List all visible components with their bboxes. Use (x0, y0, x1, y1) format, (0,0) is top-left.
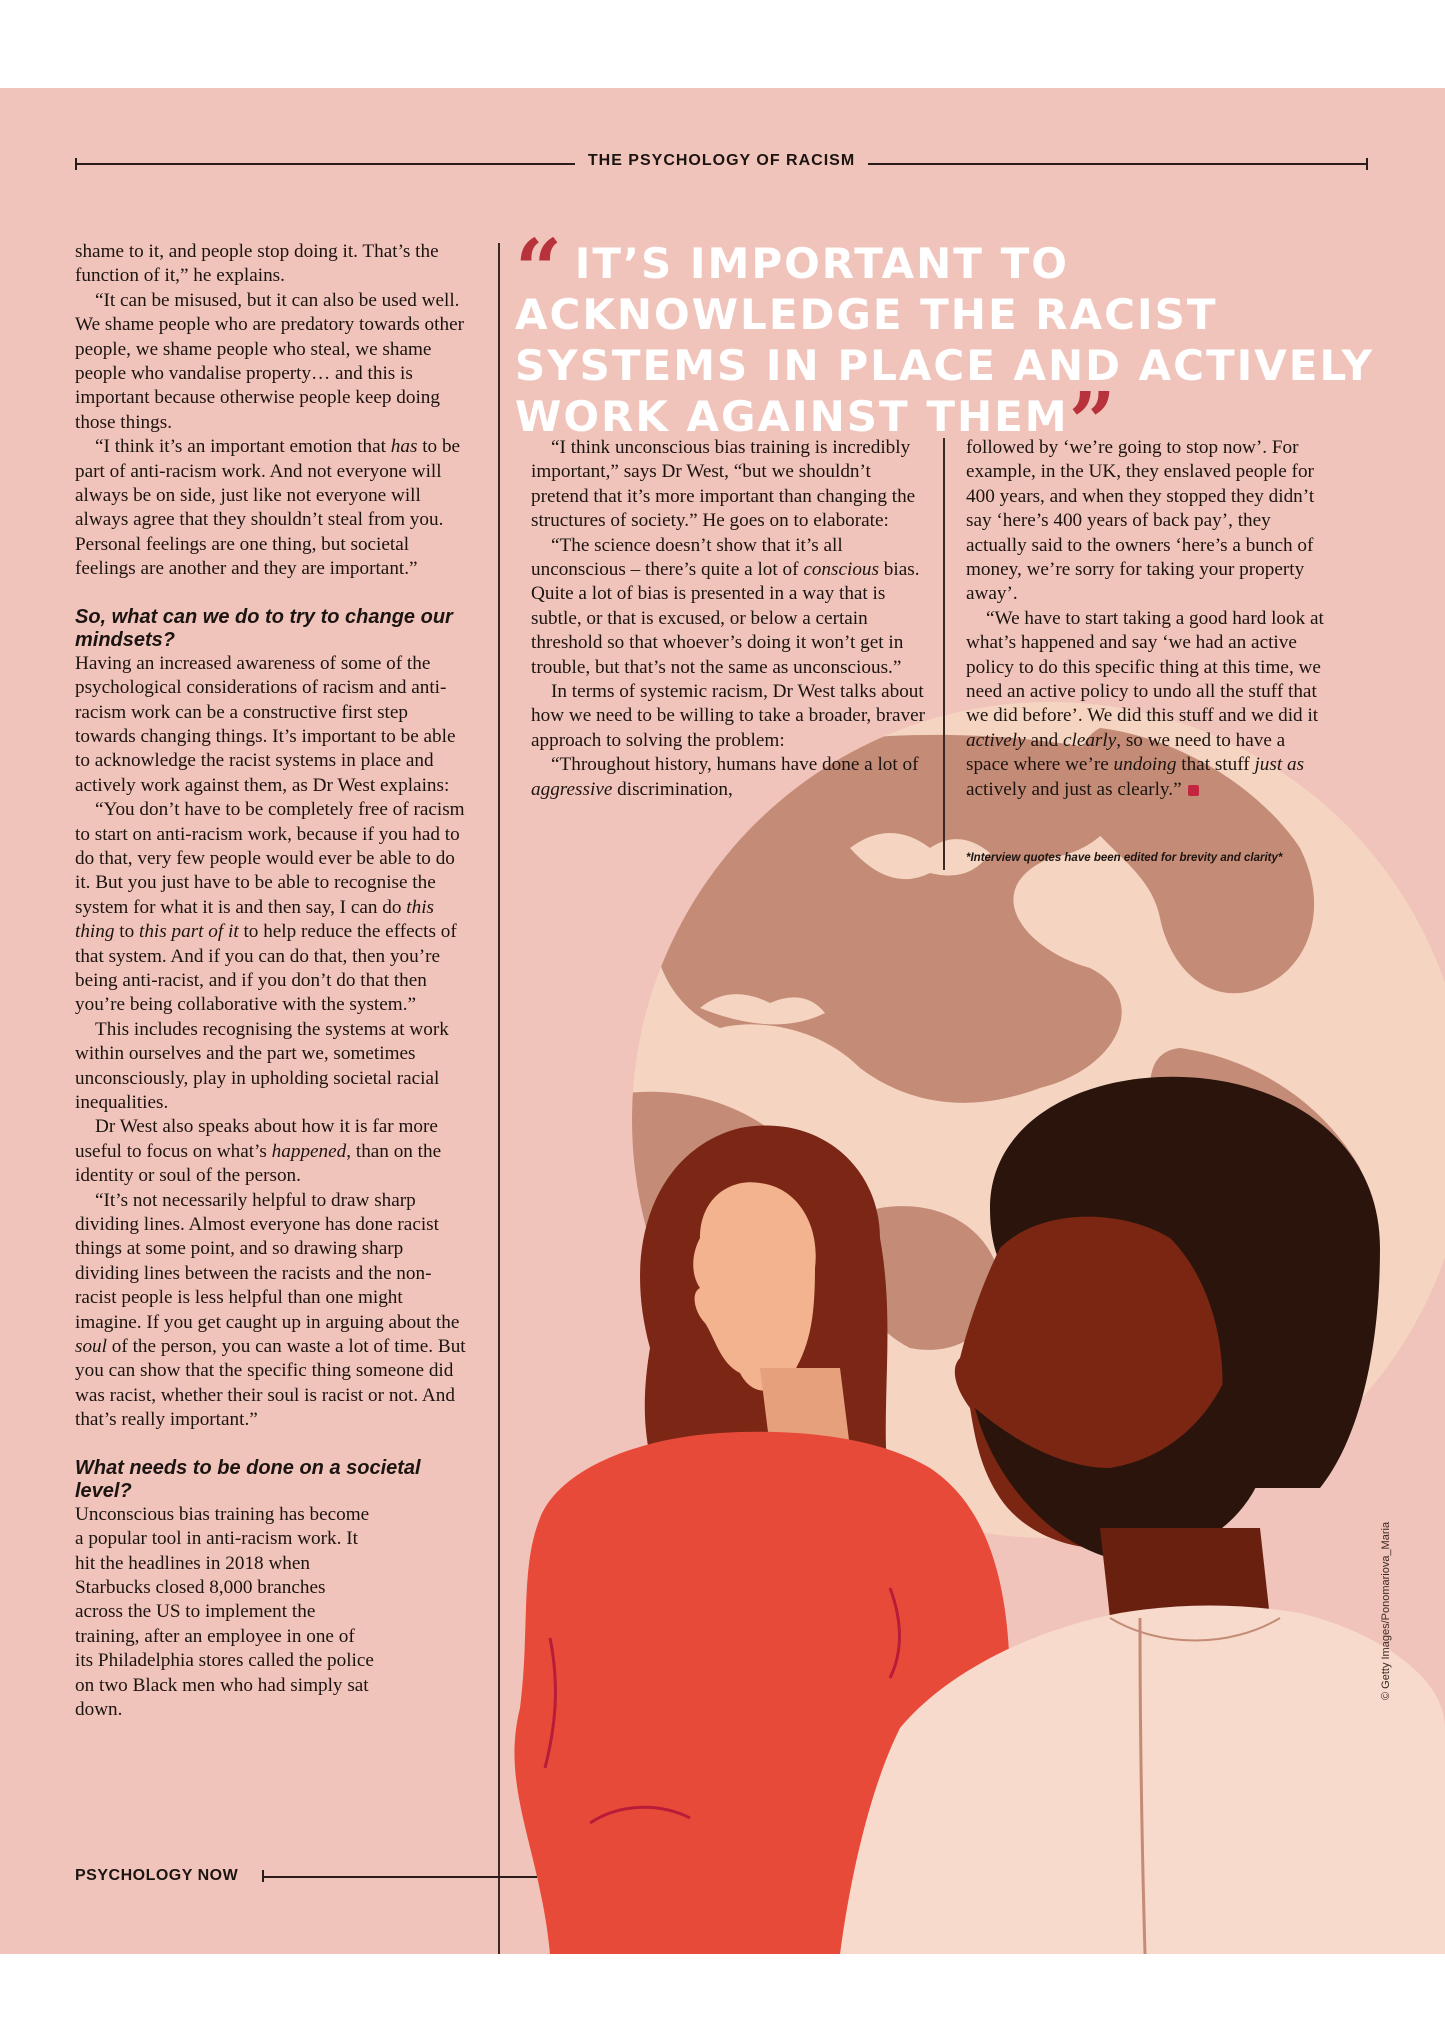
article-column-2 (531, 436, 926, 802)
subheading: So, what can we do to try to change our mindsets? (75, 605, 453, 651)
close-quote-mark: ” (1068, 375, 1112, 471)
paragraph: followed by ‘we’re going to stop now’. For example, in the UK, they enslaved people for 400 years, and when they stopped they didn’t say ‘here’s 400 years of back pay’, they actually said to the owners ‘here’s a bunch of money, we’re sorry for taking your property away’. (966, 437, 1315, 605)
article-column-3 (966, 436, 1326, 802)
paragraph: shame to it, and people stop doing it. That’s the function of it,” he explains. (75, 241, 439, 287)
open-quote-mark: “ (515, 222, 559, 318)
header-rule-right (868, 163, 1368, 165)
paragraph: “Throughout history, humans have done a lot of aggressive discrimination, (531, 754, 919, 800)
footer-rule (262, 1876, 537, 1878)
paragraph: Dr West also speaks about how it is far more useful to focus on what’s happened, than on the identity or soul of the person. (75, 1116, 442, 1187)
paragraph: “You don’t have to be completely free of racism to start on anti-racism work, because if you had to do that, very few people would ever be able to do it. But you just have to be able to recognise the system for what it is and then say, I can do this thing to this part of it to help reduce the effects of that system. And if you can do that, then you’re being anti-racist, and if you don’t do that then you’re being collaborative with the system.” (75, 799, 465, 1016)
column-divider (943, 438, 945, 870)
column-divider (498, 243, 500, 1954)
paragraph: Having an increased awareness of some of the psychological considerations of racism and anti-racism work can be a constructive first step towards changing things. It’s important to be able to acknowledge the racist systems in place and actively work against them, as Dr West explains: (75, 652, 456, 796)
paragraph: “It’s not necessarily helpful to draw sharp dividing lines. Almost everyone has done racist things at some point, and so drawing sharp dividing lines between the racists and the non-racist people is less helpful than one might imagine. If you get caught up in arguing about the soul of the person, you can waste a lot of time. But you can show that the specific thing someone did was racist, whether their soul is racist or not. And that’s really important.” (75, 1189, 466, 1431)
header-rule-left (75, 163, 575, 165)
paragraph: Unconscious bias training has become a popular tool in anti-racism work. It hit the headlines in 2018 when Starbucks closed 8,000 branches across the US to implement the training, after an employee in one of its Philadelphia stores called the police on two Black men who had simply sat down. (75, 1503, 374, 1720)
paragraph: This includes recognising the systems at work within ourselves and the part we, sometimes unconsciously, play in upholding societal racial inequalities. (75, 1018, 449, 1113)
paragraph: “The science doesn’t show that it’s all unconscious – there’s quite a lot of conscious bias. Quite a lot of bias is presented in a way that is subtle, or that is excused, or below a certain threshold so that whoever’s doing it won’t get in trouble, but that’s not the same as unconscious.” (531, 534, 920, 678)
subheading: What needs to be done on a societal level? (75, 1456, 421, 1502)
man-neck (1100, 1528, 1270, 1618)
paragraph: “It can be misused, but it can also be used well. We shame people who are predatory towards other people, we shame people who steal, we shame people who vandalise property… and this is important because otherwise people keep doing those things. (75, 289, 464, 433)
end-of-article-mark (1188, 785, 1199, 796)
section-title: THE PSYCHOLOGY OF RACISM (587, 152, 856, 169)
magazine-page (0, 88, 1445, 1954)
pull-quote-text: IT’S IMPORTANT TO ACKNOWLEDGE THE RACIST SYSTEMS IN PLACE AND ACTIVELY WORK AGAINST THEM (515, 239, 1375, 441)
paragraph: In terms of systemic racism, Dr West talks about how we need to be willing to take a broader, braver approach to solving the problem: (531, 681, 926, 751)
paragraph: “I think unconscious bias training is incredibly important,” says Dr West, “but we shouldn’t pretend that it’s more important than changing the structures of society.” He goes on to elaborate: (531, 437, 916, 532)
header-rule-tick (1366, 158, 1368, 170)
footnote: *Interview quotes have been edited for brevity and clarity* (966, 852, 1283, 864)
paragraph: “We have to start taking a good hard look at what’s happened and say ‘we had an active policy to do this specific thing at this time, we need an active policy to undo all the stuff that we did before’. We did this stuff and we did it actively and clearly, so we need to have a space where we’re undoing that stuff just as actively and just as clearly.” (966, 607, 1324, 800)
image-credit: © Getty Images/Ponomariova_Maria (1380, 1521, 1392, 1700)
magazine-name: PSYCHOLOGY NOW (75, 1867, 239, 1884)
paragraph: “I think it’s an important emotion that has to be part of anti-racism work. And not everyone will always be on side, just like not everyone will always agree that they shouldn’t steal from you. Personal feelings are one thing, but societal feelings are another and they are important.” (75, 436, 461, 580)
pull-quote (515, 222, 1385, 471)
article-column-1 (75, 240, 467, 1722)
